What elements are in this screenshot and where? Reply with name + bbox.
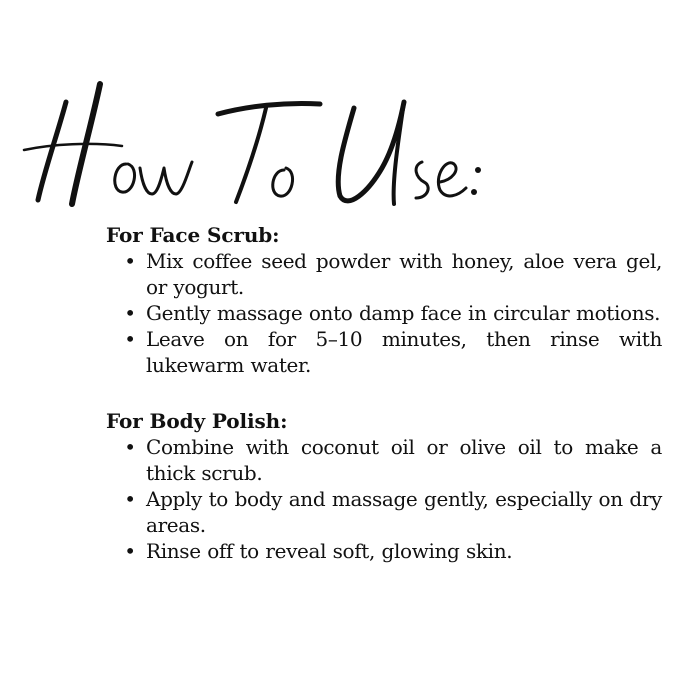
list-item-text: Apply to body and massage gently, especially on dry areas. xyxy=(146,487,662,537)
bullet-icon: • xyxy=(124,249,136,273)
bullet-icon: • xyxy=(124,301,136,325)
bullet-icon: • xyxy=(124,487,136,511)
face-scrub-list xyxy=(106,248,662,378)
list-item xyxy=(106,434,662,486)
list-item xyxy=(106,300,662,326)
script-heading xyxy=(22,72,502,222)
script-heading-lettering xyxy=(22,72,502,222)
list-item xyxy=(106,486,662,538)
list-item-text: Rinse off to reveal soft, glowing skin. xyxy=(146,539,513,563)
list-item xyxy=(106,538,662,564)
bullet-icon: • xyxy=(124,435,136,459)
list-item-text: Leave on for 5–10 minutes, then rinse with lukewarm water. xyxy=(146,327,662,377)
list-item xyxy=(106,248,662,300)
list-item-text: Gently massage onto damp face in circular motions. xyxy=(146,301,661,325)
face-scrub-section xyxy=(106,222,662,378)
section-title: For Face Scrub: xyxy=(106,223,280,247)
list-item-text: Combine with coconut oil or olive oil to make a thick scrub. xyxy=(146,435,662,485)
bullet-icon: • xyxy=(124,539,136,563)
body-polish-section xyxy=(106,408,662,564)
bullet-icon: • xyxy=(124,327,136,351)
list-item-text: Mix coffee seed powder with honey, aloe vera gel, or yogurt. xyxy=(146,249,662,299)
instructions xyxy=(106,222,662,594)
section-title: For Body Polish: xyxy=(106,409,288,433)
body-polish-list xyxy=(106,434,662,564)
list-item xyxy=(106,326,662,378)
